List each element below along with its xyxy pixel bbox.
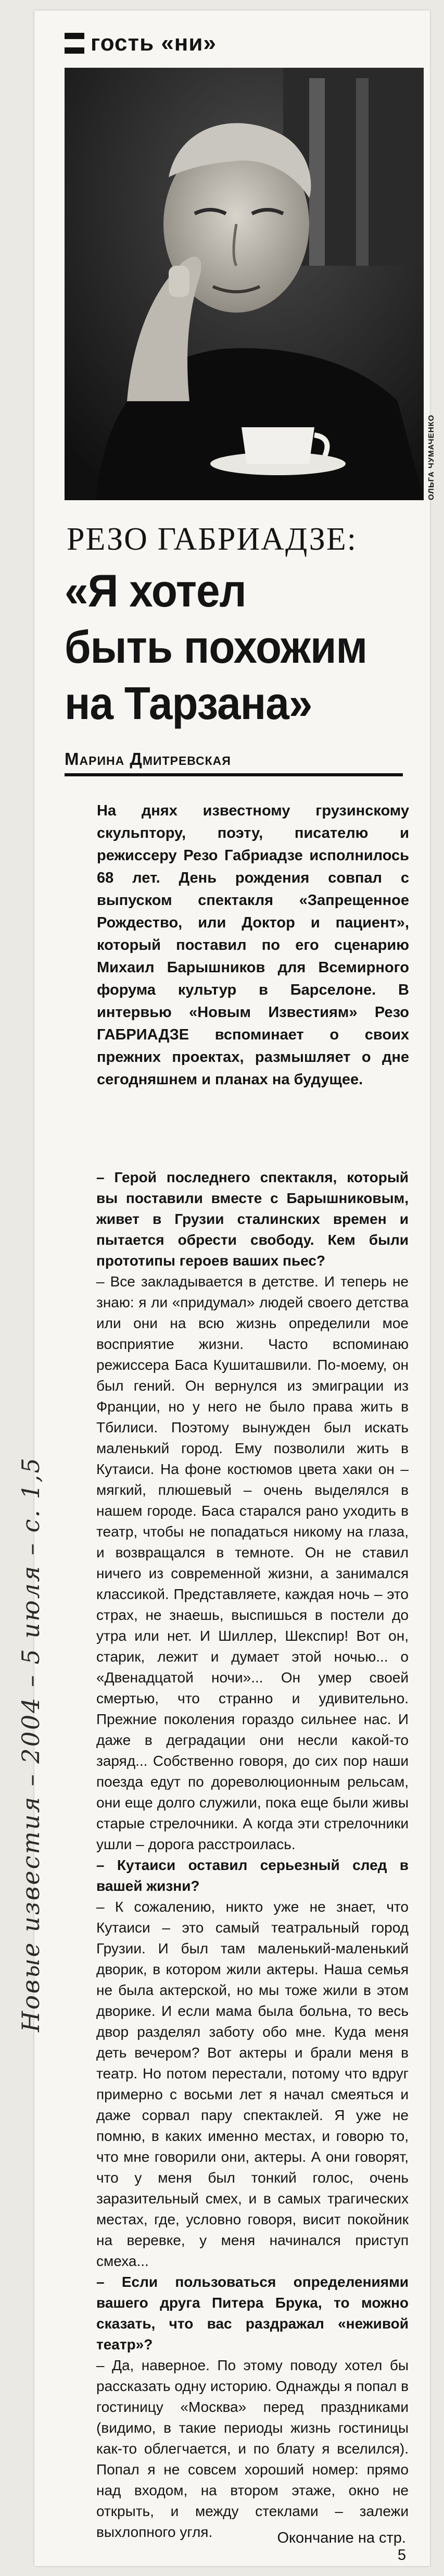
rubric-bars-icon xyxy=(65,33,84,54)
photo-credit: ОЛЬГА ЧУМАЧЕНКО xyxy=(427,414,436,500)
headline xyxy=(65,563,403,732)
portrait-photo xyxy=(65,68,424,500)
question-1: – Герой последнего спектакля, который вы поставили вместе с Барышниковым, живет в Грузии сталинских времен и пытается обрести свободу. Кем были прототипы героев ваших пьес? xyxy=(96,1169,409,1269)
interview-body xyxy=(96,1167,409,2543)
headline-line-2: быть похожим xyxy=(65,621,367,673)
portrait-image xyxy=(65,68,424,500)
answer-3: – Да, наверное. По этому поводу хотел бы рассказать одну историю. Однажды я попал в гостиницу «Москва» перед праздниками (видимо, в такие периоды жизнь гостиницы как-то облегчается, и по блату я вселился). Попал я не совсем хороший номер: прямо над входом, на втором этаже, окно не открыть, и между стеклами – залежи выхлопного угля. xyxy=(96,2357,409,2540)
question-3: – Если пользоваться определениями вашего друга Питера Брука, то можно сказать, что вас раздражал «неживой театр»? xyxy=(96,2274,409,2352)
answer-2: – К сожалению, никто уже не знает, что Кутаиси – это самый театральный город Грузии. И был там маленький-маленький дворик, в котором жили актеры. Наша семья не была актерской, но мы тоже жили в этом дворике. И если мама была больна, то весь двор разделял заботу обо мне. Куда меня деть вечером? Вот актеры и брали меня в театр. Но потом перестали, потому что вдруг примерно с восьми лет я начал смеяться и даже сорвал пару спектаклей. Я уже не помню, в каких именно местах, и говорю то, что мне говорили они, актеры. А они говорят, что у меня был тонкий голос, очень заразительный смех, и в самых трагических местах, где, условно говоря, висит покойник на веревке, у меня начинался приступ смеха... xyxy=(96,1899,409,2269)
author-byline: Марина Дмитревская xyxy=(65,749,403,776)
lead-paragraph: На днях известному грузинскому скульптору, поэту, писателю и режиссеру Резо Габриадзе исполнилось 68 лет. День рождения совпал с выпуском спектакля «Запрещенное Рождество, или Доктор и пациент», который поставил по его сценарию Михаил Барышников для Всемирного форума культур в Барселоне. В интервью «Новым Известиям» Резо ГАБРИАДЗЕ вспоминает о своих прежних проектах, размышляет о дне сегодняшнем и планах на будущее. xyxy=(97,802,409,1088)
headline-line-3: на Тарзана» xyxy=(65,677,312,729)
rubric-title: гость «ни» xyxy=(91,30,217,56)
question-2: – Кутаиси оставил серьезный след в вашей жизни? xyxy=(96,1857,409,1894)
kicker: РЕЗО ГАБРИАДЗЕ: xyxy=(67,522,357,557)
answer-1: – Все закладывается в детстве. И теперь не знаю: я ли «придумал» людей своего детства или они на всю жизнь определили мое восприятие жизни. Часто вспоминаю режиссера Баса Кушиташвили. По-моему, он был гений. Он вернулся из эмиграции из Франции, но у него не было права жить в Тбилиси. Поэтому вынужден был искать маленький город. Ему позволили жить в Кутаиси. На фоне костюмов цвета хаки он – мягкий, плюшевый – очень выделялся в нашем городе. Баса старался рано уходить в театр, чтобы не попадаться никому на глаза, и возвращался в темноте. Он не ставил ничего из современной жизни, а занимался классикой. Представляете, каждая ночь – это страх, не знаешь, выспишься в постели до утра или нет. И Шиллер, Шекспир! Вот он, старик, лежит и думает этой ночью... о «Двенадцатой ночи»... Он умер своей смертью, что странно и удивительно. Прежние поколения гораздо сильнее нас. И даже в деградации они несли какой-то заряд... Собственно говоря, до сих пор наши поезда едут по дореволюционным рельсам, они еще долго служили, пока еще были живы старые стрелочники. А когда эти стрелочники ушли – дорога расстроилась. xyxy=(96,1273,409,1852)
headline-line-1: «Я хотел xyxy=(65,565,246,616)
handwritten-source-note: Новые известия – 2004 – 5 июля – с. 1,5 xyxy=(17,1456,45,2032)
continuation-note: Окончание на стр. 5 xyxy=(277,2530,406,2563)
rubric xyxy=(65,25,217,61)
